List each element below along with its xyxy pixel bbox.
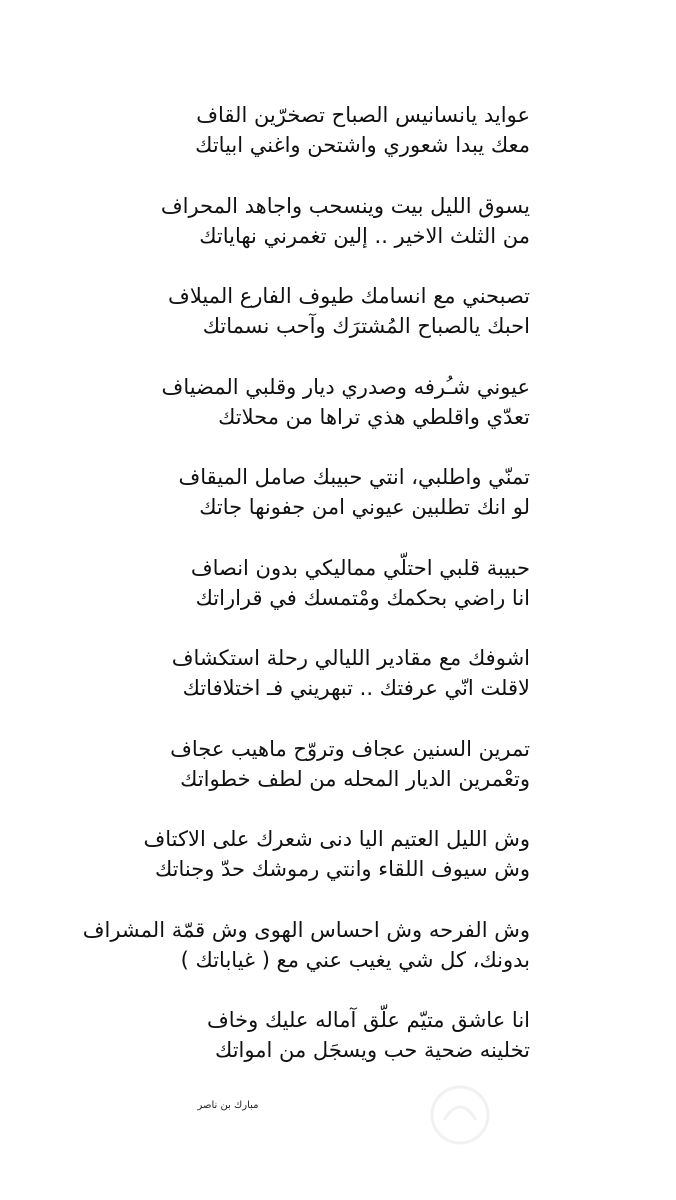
stanza-3 — [100, 281, 530, 372]
verse-line: عوايد يانسانيس الصباح تصخرّين القاف — [196, 103, 530, 127]
verse-line: تمنّي واطلبي، انتي حبيبك صامل الميقاف — [178, 465, 530, 489]
stanza-1 — [100, 100, 530, 191]
stanza-10 — [82, 915, 530, 1006]
verse-line: تعدّي واقلطي هذي تراها من محلاتك — [218, 404, 530, 429]
stanza-6 — [100, 553, 530, 644]
verse-line: عيوني شـُرفه وصدري ديار وقلبي المضياف — [161, 374, 530, 399]
verse-line: حبيبة قلبي احتلّي مماليكي بدون انصاف — [190, 555, 530, 580]
stanza-7 — [100, 643, 530, 734]
verse-line: لاقلت انّي عرفتك .. تبهريني فـ اختلافاتك — [182, 676, 530, 700]
verse-line: وش الفرحه وش احساس الهوى وش قمّة المشراف — [82, 917, 530, 942]
verse-line: تمرين السنين عجاف وتروّح ماهيب عجاف — [170, 736, 530, 761]
verse-line: تصبحني مع انسامك طيوف الفارع الميلاف — [168, 284, 530, 308]
verse-line: وتعْمرين الديار المحله من لطف خطواتك — [180, 766, 530, 791]
poem — [82, 100, 530, 1096]
verse-line: تخلينه ضحية حب ويسجَل من امواتك — [215, 1038, 530, 1062]
author-signature: مبارك بن ناصر — [197, 1100, 259, 1111]
stanza-2 — [100, 191, 530, 282]
verse-line: اشوفك مع مقادير الليالي رحلة استكشاف — [171, 646, 530, 670]
verse-line: احبك يالصباح المُشترَك وآحب نسماتك — [202, 314, 530, 338]
stanza-9 — [100, 824, 530, 915]
faint-logo-icon — [420, 1080, 500, 1150]
verse-line: لو انك تطلبين عيوني امن جفونها جاتك — [199, 495, 530, 519]
verse-line: معك يبدا شعوري واشتحن واغني ابياتك — [195, 133, 530, 157]
verse-line: وش الليل العتيم اليا دنى شعرك على الاكتاف — [143, 827, 530, 851]
stanza-8 — [100, 734, 530, 825]
verse-line: وش سيوف اللقاء وانتي رموشك حدّ وجناتك — [154, 857, 530, 881]
verse-line: بدونك، كل شي يغيب عني مع ( غياباتك ) — [180, 947, 530, 972]
verse-line: انا راضي بحكمك ومْتمسك في قراراتك — [195, 585, 530, 610]
stanza-4 — [100, 372, 530, 463]
verse-line: يسوق الليل بيت وينسحب واجاهد المحراف — [160, 193, 530, 218]
stanza-5 — [100, 462, 530, 553]
verse-line: من الثلث الاخير .. إلين تغمرني نهاياتك — [199, 223, 530, 248]
verse-line: انا عاشق متيّم علّق آماله عليك وخاف — [206, 1008, 530, 1032]
